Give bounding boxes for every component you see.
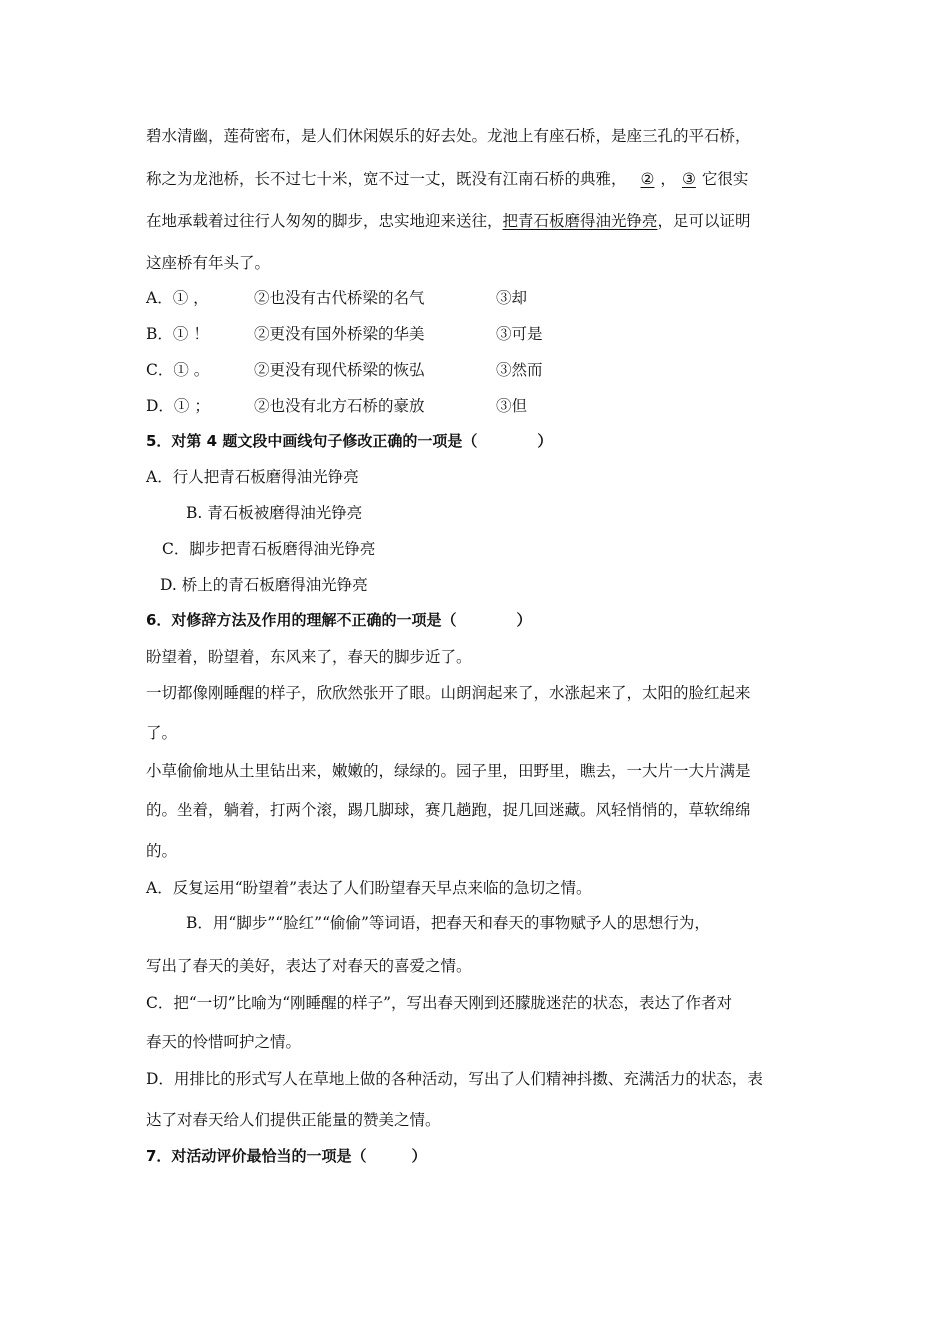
option-text: ③可是 [496, 325, 543, 343]
option-label: C．① 。 [146, 361, 210, 379]
option-text: ③然而 [496, 361, 543, 379]
q6-option-b-cont: 写出了春天的美好，表达了对春天的喜爱之情。 [146, 957, 472, 975]
q6-option-d: D．用排比的形式写人在草地上做的各种活动，写出了人们精神抖擞、充满活力的状态，表 [146, 1070, 763, 1088]
option-text: ②也没有古代桥梁的名气 [254, 289, 425, 307]
option-text: ③却 [496, 289, 528, 307]
question-6-stem: 6．对修辞方法及作用的理解不正确的一项是（ ） [146, 611, 532, 629]
q6-passage-line: 一切都像刚睡醒的样子，欣欣然张开了眼。山朗润起来了，水涨起来了，太阳的脸红起来 [146, 684, 751, 702]
q5-option-d: D. 桥上的青石板磨得油光铮亮 [160, 576, 368, 594]
option-text: ②也没有北方石桥的豪放 [254, 397, 425, 415]
q4-option-a [146, 288, 527, 308]
passage-text: 称之为龙池桥，长不过七十米，宽不过一丈，既没有江南石桥的典雅， [146, 170, 627, 188]
question-7-stem: 7．对活动评价最恰当的一项是（ ） [146, 1147, 427, 1165]
q4-option-b [146, 324, 543, 344]
passage-line [146, 169, 748, 189]
q6-passage-line: 了。 [146, 724, 178, 742]
underlined-sentence: 把青石板磨得油光铮亮 [502, 212, 658, 230]
option-label: A．① ， [146, 289, 209, 307]
q5-option-c: C．脚步把青石板磨得油光铮亮 [162, 540, 376, 558]
q5-option-b: B. 青石板被磨得油光铮亮 [186, 504, 363, 522]
option-text: ②更没有现代桥梁的恢弘 [254, 361, 425, 379]
blank-separator: ， [660, 170, 676, 188]
q4-option-c [146, 360, 543, 380]
q5-option-a: A．行人把青石板磨得油光铮亮 [146, 468, 359, 486]
q6-option-c-cont: 春天的怜惜呵护之情。 [146, 1033, 302, 1051]
q6-option-d-cont: 达了对春天给人们提供正能量的赞美之情。 [146, 1111, 441, 1129]
passage-text: ，足可以证明 [657, 212, 751, 230]
q6-passage-line: 盼望着，盼望着，东风来了，春天的脚步近了。 [146, 648, 472, 666]
option-text: ②更没有国外桥梁的华美 [254, 325, 425, 343]
q6-option-a: A．反复运用“盼望着”表达了人们盼望春天早点来临的急切之情。 [146, 879, 592, 897]
q6-option-b: B．用“脚步”“脸红”“偷偷”等词语，把春天和春天的事物赋予人的思想行为， [186, 914, 710, 932]
question-5-stem: 5．对第 4 题文段中画线句子修改正确的一项是（ ） [146, 432, 553, 450]
blank-2: ② [640, 170, 655, 188]
q6-option-c: C．把“一切”比喻为“刚睡醒的样子”，写出春天刚到还朦胧迷茫的状态，表达了作者对 [146, 994, 733, 1012]
q4-option-d [146, 396, 527, 416]
option-label: D．① ； [146, 397, 210, 415]
option-label: B．① ！ [146, 325, 209, 343]
q6-passage-line: 的。 [146, 842, 178, 860]
passage-text: 它很实 [701, 170, 749, 188]
passage-line: 这座桥有年头了。 [146, 254, 271, 272]
passage-line [146, 211, 751, 231]
passage-line: 碧水清幽，莲荷密布，是人们休闲娱乐的好去处。龙池上有座石桥，是座三孔的平石桥， [146, 127, 751, 145]
option-text: ③但 [496, 397, 528, 415]
passage-text: 在地承载着过往行人匆匆的脚步，忠实地迎来送往， [146, 212, 503, 230]
q6-passage-line: 的。坐着，躺着，打两个滚，踢几脚球，赛几趟跑，捉几回迷藏。风轻悄悄的，草软绵绵 [146, 801, 751, 819]
blank-3: ③ [681, 170, 696, 188]
q6-passage-line: 小草偷偷地从土里钻出来，嫩嫩的，绿绿的。园子里，田野里，瞧去，一大片一大片满是 [146, 762, 751, 780]
